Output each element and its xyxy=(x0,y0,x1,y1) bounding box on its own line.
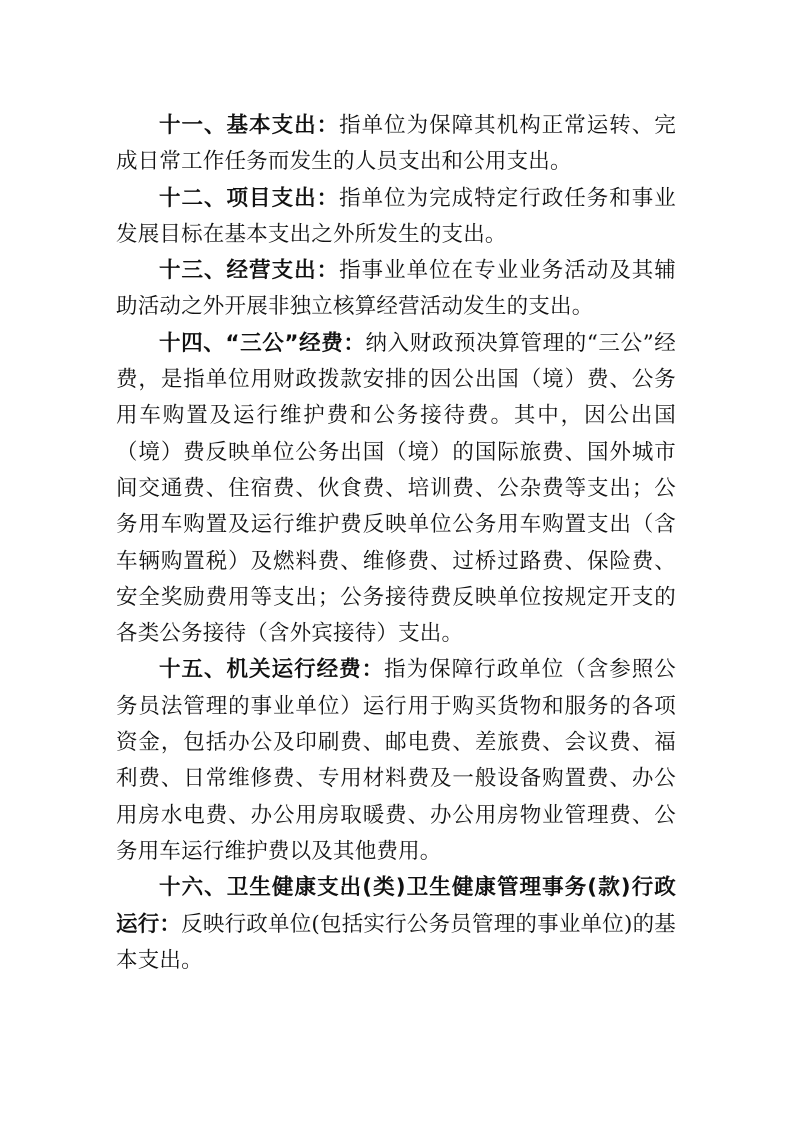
term-label: 十四、“三公”经费： xyxy=(159,330,366,356)
term-label: 十三、经营支出： xyxy=(159,258,340,284)
term-label: 十一、基本支出： xyxy=(159,113,340,138)
definition-paragraph-12 xyxy=(116,181,676,254)
term-label: 十五、机关运行经费： xyxy=(159,657,385,683)
definition-text: 反映行政单位(包括实行公务员管理的事业单位)的基本支出。 xyxy=(116,911,676,973)
definition-paragraph-14 xyxy=(116,326,676,653)
definition-text: 指单位为保障其机构正常运转、完成日常工作任务而发生的人员支出和公用支出。 xyxy=(116,113,676,175)
definition-paragraph-15 xyxy=(116,652,676,870)
term-label: 十二、项目支出： xyxy=(159,185,340,211)
definition-text: 纳入财政预决算管理的“三公”经费，是指单位用财政拨款安排的因公出国（境）费、公务用车购置及运行维护费和公务接待费。其中，因公出国（境）费反映单位公务出国（境）的国际旅费、国外城市间交通费、住宿费、伙食费、培训费、公杂费等支出；公务用车购置及运行维护费反映单位公务用车购置支出（含车辆购置税）及燃料费、维修费、过桥过路费、保险费、安全奖励费用等支出；公务接待费反映单位按规定开支的各类公务接待（含外宾接待）支出。 xyxy=(116,330,677,647)
definition-paragraph-11 xyxy=(116,108,676,181)
definition-paragraph-13 xyxy=(116,253,676,326)
definition-text: 指事业单位在专业业务活动及其辅助活动之外开展非独立核算经营活动发生的支出。 xyxy=(116,258,676,320)
definition-text: 指为保障行政单位（含参照公务员法管理的事业单位）运行用于购买货物和服务的各项资金，包括办公及印刷费、邮电费、差旅费、会议费、福利费、日常维修费、专用材料费及一般设备购置费、办公用房水电费、办公用房取暖费、办公用房物业管理费、公务用车运行维护费以及其他费用。 xyxy=(116,657,676,864)
definition-paragraph-16 xyxy=(116,870,676,979)
document-page xyxy=(116,108,676,979)
term-label: 十六、卫生健康支出(类)卫生健康管理事务(款)行政运行： xyxy=(116,875,676,937)
definition-text: 指单位为完成特定行政任务和事业发展目标在基本支出之外所发生的支出。 xyxy=(116,185,676,247)
